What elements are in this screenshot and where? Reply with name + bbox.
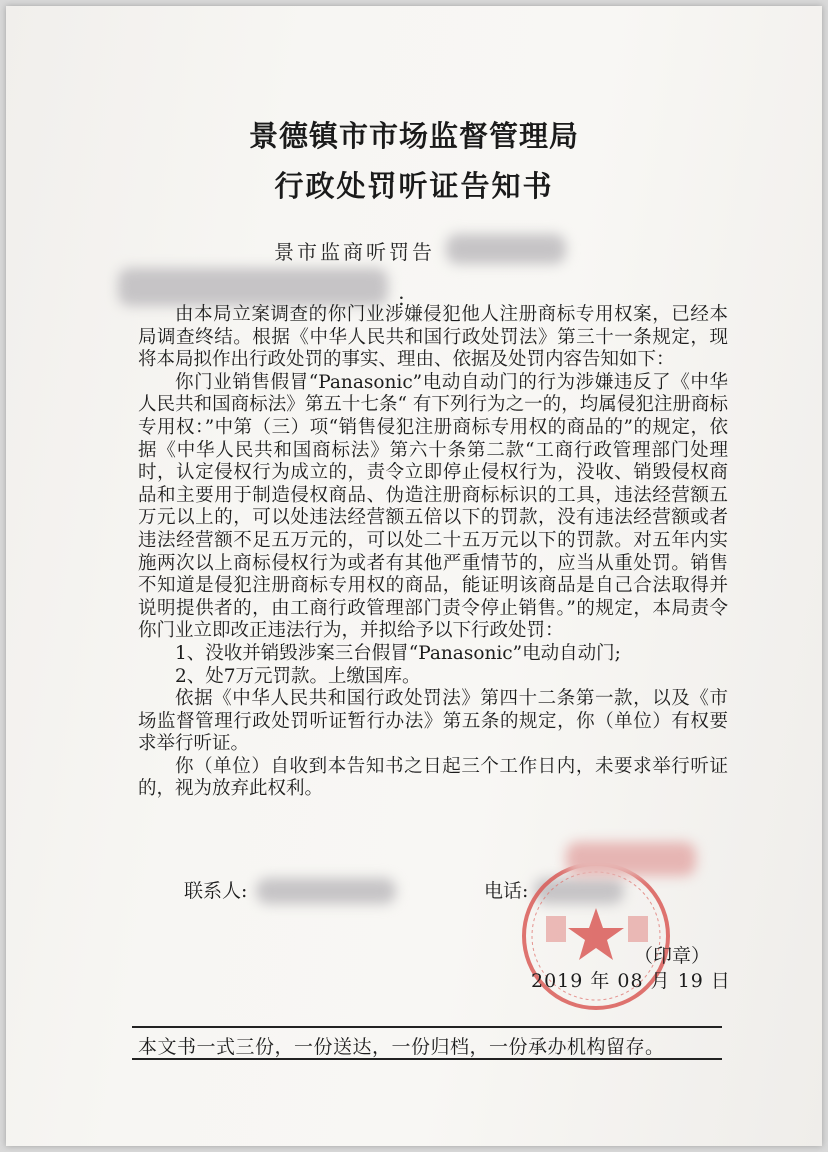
notice-document (6, 6, 822, 1146)
paragraph-case-intro: 由本局立案调查的你门业涉嫌侵犯他人注册商标专用权案，已经本局调查终结。根据《中华人民共和国行政处罚法》第三十一条规定，现将本局拟作出行政处罚的事实、理由、依据及处罚内容告知如下： (138, 304, 728, 371)
penalty-item-2: 2、处7万元罚款。上缴国库。 (175, 665, 421, 687)
addressee-colon: : (398, 286, 405, 310)
footer-top-rule (132, 1026, 722, 1028)
redacted-doc-number (446, 234, 566, 264)
issue-date: 2019 年 08 月 19 日 (531, 970, 731, 992)
document-number: 景市监商听罚告 (274, 240, 435, 264)
penalty-item-1: 1、没收并销毁涉案三台假冒“Panasonic”电动自动门; (175, 642, 621, 664)
redacted-addressee (118, 268, 388, 306)
paragraph-facts: 你门业销售假冒“Panasonic”电动自动门的行为涉嫌违反了《中华人民共和国商标法》第五十七条“ 有下列行为之一的，均属侵犯注册商标专用权：”中第（三）项“销售侵犯注册商标专用权的商品的”的规定，依据《中华人民共和国商标法》第六十条第二款“工商行政管理部门处理时，认定侵权行为成立的，责令立即停止侵权行为，没收、销毁侵权商品和主要用于制造侵权商品、伪造注册商标标识的工具，违法经营额五万元以上的，可以处违法经营额五倍以下的罚款，没有违法经营额或者违法经营额不足五万元的，可以处二十五万元以下的罚款。对五年内实施两次以上商标侵权行为或者有其他严重情节的，应当从重处罚。销售不知道是侵犯注册商标专用权的商品，能证明该商品是自己合法取得并说明提供者的，由工商行政管理部门责令停止销售。”的规定，本局责令你门业立即改正违法行为，并拟给予以下行政处罚： (138, 371, 728, 642)
paragraph-deadline: 你（单位）自收到本告知书之日起三个工作日内，未要求举行听证的，视为放弃此权利。 (138, 755, 728, 800)
redacted-contact-person (256, 878, 396, 904)
notice-body (138, 304, 728, 801)
phone-label: 电话: (484, 880, 529, 902)
paragraph-hearing-right: 依据《中华人民共和国行政处罚法》第四十二条第一款，以及《市场监督管理行政处罚听证暂行办法》第五条的规定，你（单位）有权要求举行听证。 (138, 688, 728, 755)
copies-note: 本文书一式三份，一份送达，一份归档，一份承办机构留存。 (138, 1036, 665, 1058)
redacted-seal-name (566, 842, 696, 876)
document-title: 行政处罚听证告知书 (274, 169, 554, 203)
contact-person-label: 联系人: (184, 880, 248, 902)
agency-name: 景德镇市市场监督管理局 (248, 119, 579, 153)
seal-note: （印章） (634, 945, 711, 967)
footer-bottom-rule (132, 1058, 722, 1060)
